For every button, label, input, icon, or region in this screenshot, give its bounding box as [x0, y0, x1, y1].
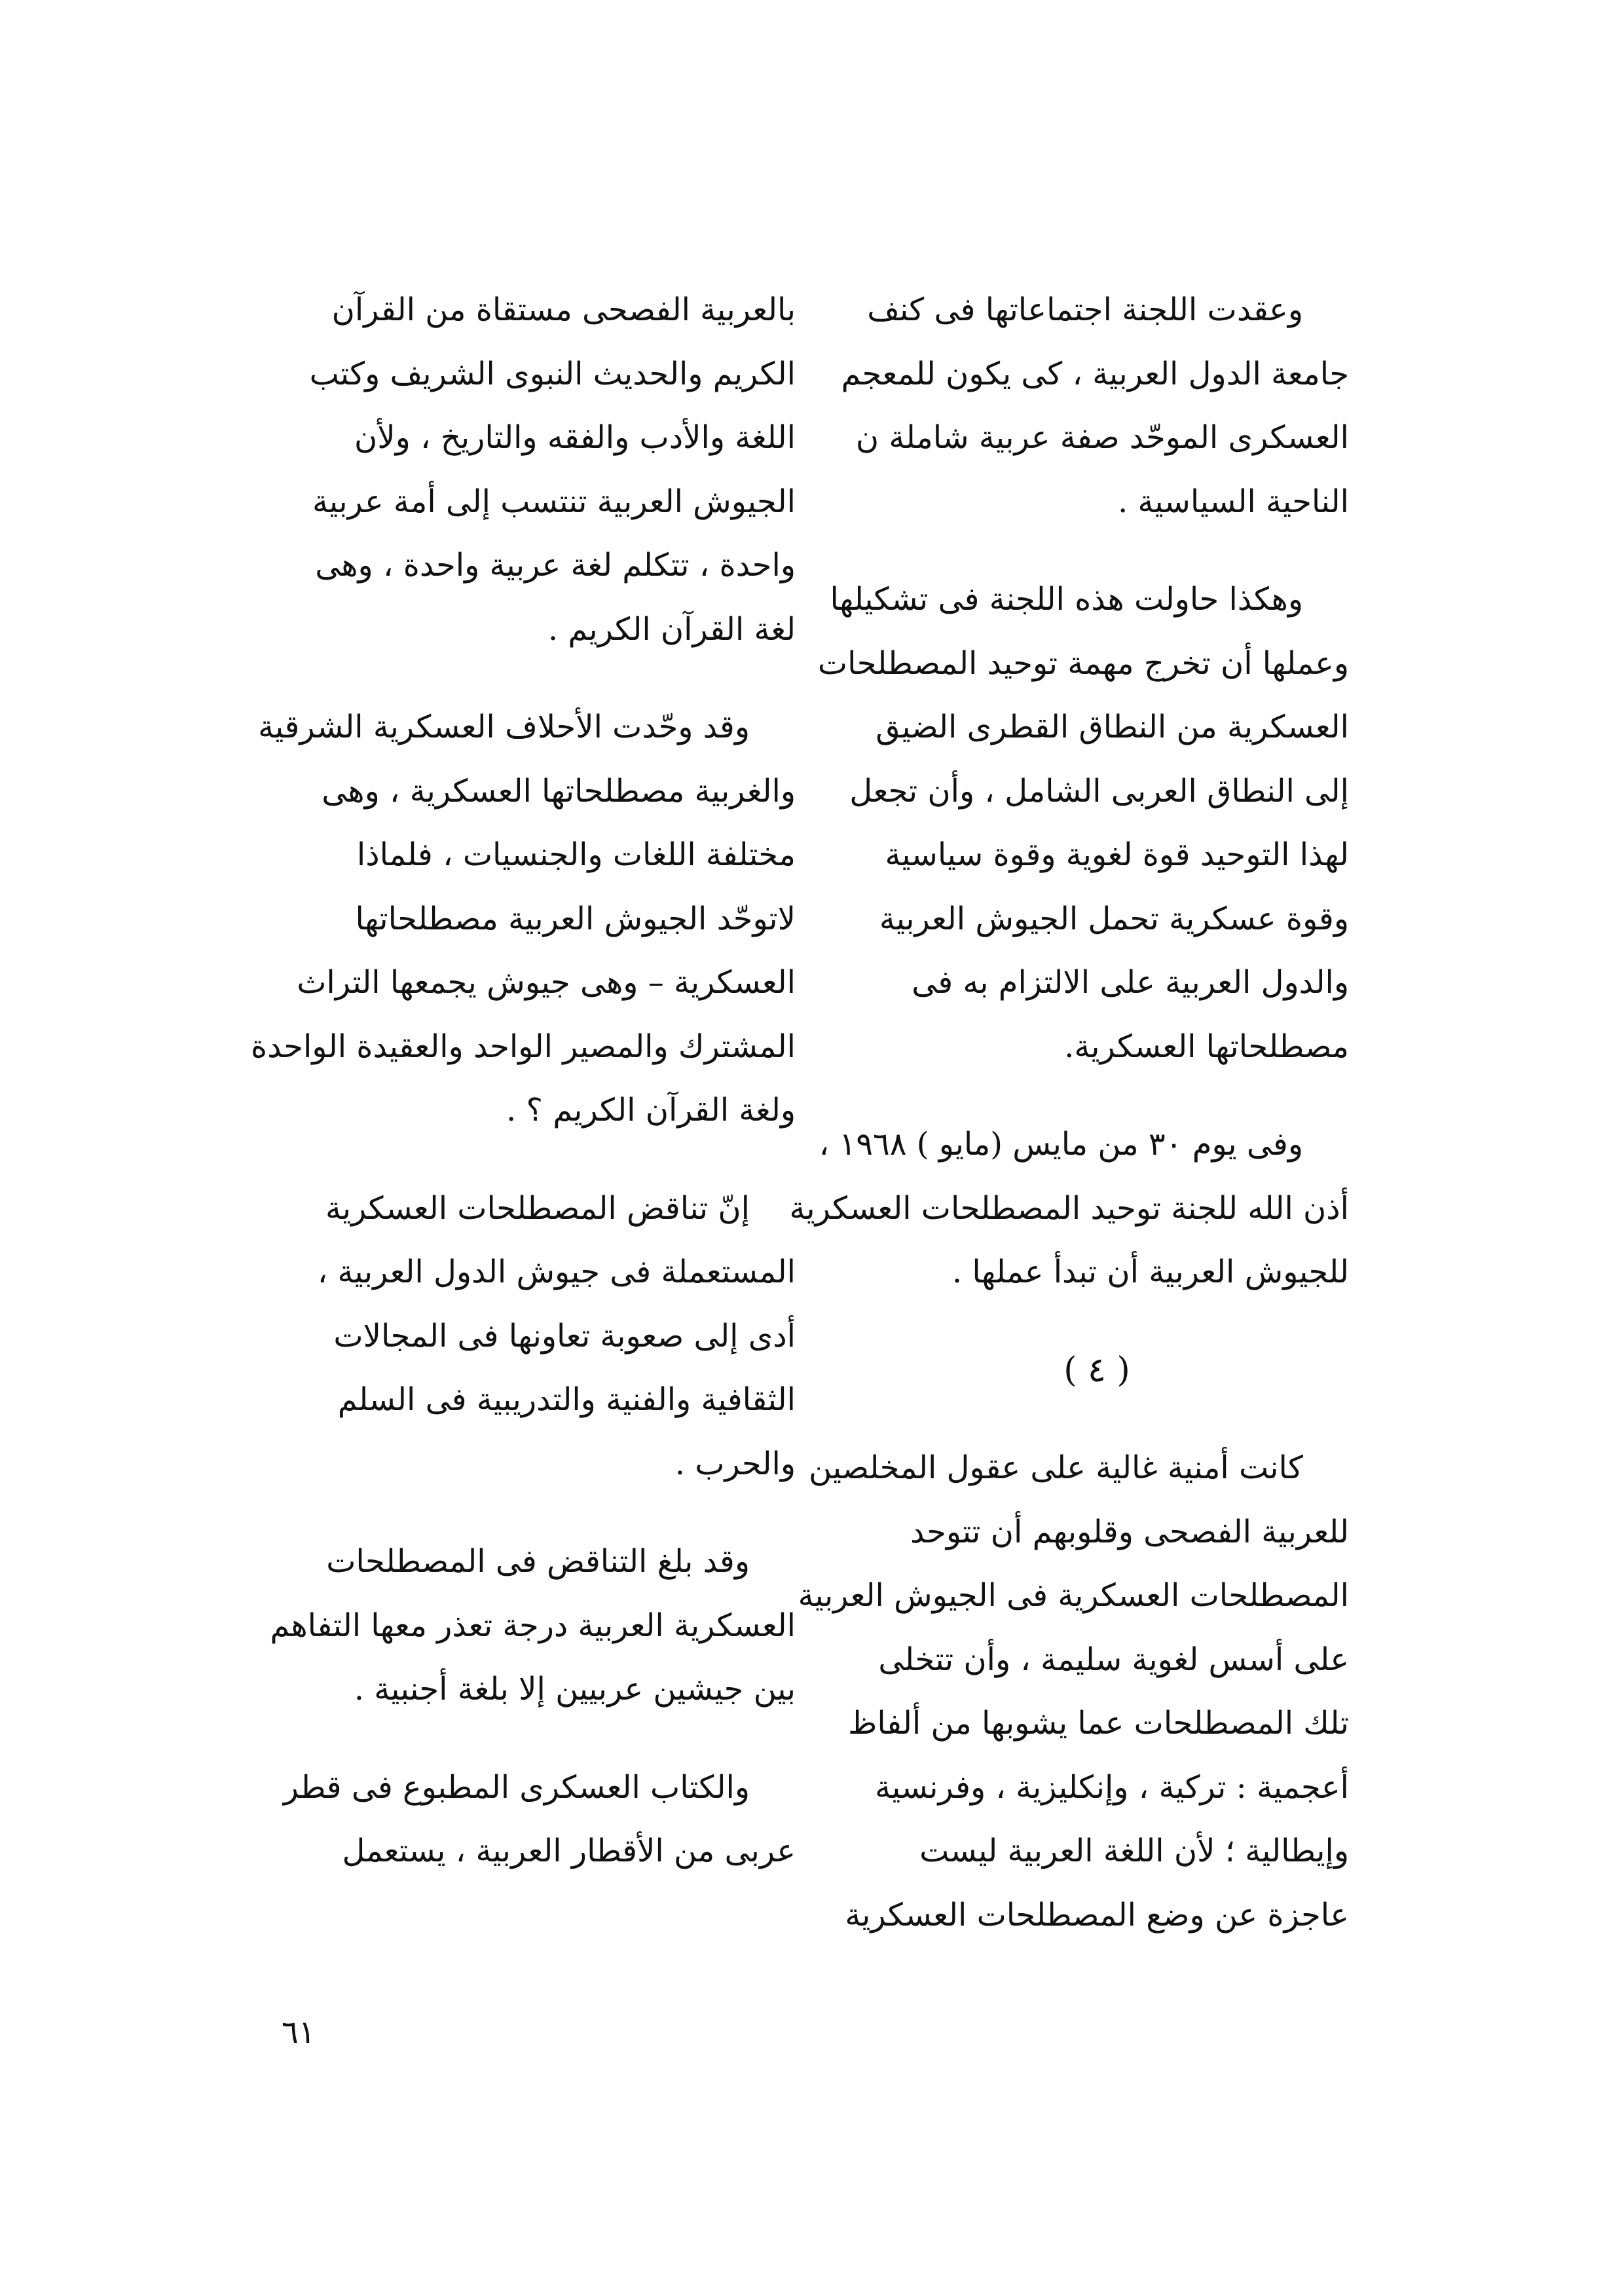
- paragraph: [789, 1113, 1349, 1305]
- text-line: المصطلحات العسكرية فى الجيوش العربية: [798, 1577, 1349, 1614]
- text-line: وعقدت اللجنة اجتماعاتها فى كنف: [867, 291, 1303, 328]
- text-line: العسكرية العربية درجة تعذر معها التفاهم: [270, 1607, 796, 1644]
- paragraph: [817, 568, 1349, 1079]
- text-line: للعربية الفصحى وقلوبهم أن تتوحد: [910, 1513, 1349, 1550]
- paragraph: [798, 1436, 1349, 1947]
- text-line: والكتاب العسكرى المطبوع فى قطر: [283, 1768, 750, 1806]
- text-line: ولغة القرآن الكريم ؟ .: [506, 1092, 796, 1129]
- text-line: واحدة ، تتكلم لغة عربية واحدة ، وهى: [315, 547, 796, 584]
- text-line: لغة القرآن الكريم .: [547, 610, 796, 648]
- text-line: لاتوحّد الجيوش العربية مصطلحاتها: [355, 900, 796, 937]
- text-line: بالعربية الفصحى مستقاة من القرآن: [331, 291, 796, 328]
- text-line: إلى النطاق العربى الشامل ، وأن تجعل: [849, 772, 1349, 810]
- text-line: وإيطالية ؛ لأن اللغة العربية ليست: [919, 1833, 1349, 1869]
- text-line: وقوة عسكرية تحمل الجيوش العربية: [879, 900, 1349, 937]
- text-line: وعملها أن تخرج مهمة توحيد المصطلحات: [817, 644, 1349, 682]
- text-line: والدول العربية على الالتزام به فى: [912, 964, 1349, 1001]
- text-line: إنّ تناقض المصطلحات العسكرية: [325, 1189, 750, 1227]
- page-number: ٦١: [282, 2014, 316, 2051]
- text-line: وهكذا حاولت هذه اللجنة فى تشكيلها: [830, 581, 1303, 618]
- text-line: بين جيشين عربيين إلا بلغة أجنبية .: [354, 1671, 796, 1707]
- text-line: وفى يوم ٣٠ من مايس (مايو ) ١٩٦٨ ،: [819, 1126, 1303, 1163]
- paragraph: [285, 1177, 796, 1497]
- text-line: الكريم والحديث النبوى الشريف وكتب: [309, 355, 796, 392]
- paragraph: [841, 278, 1349, 534]
- paragraph: [285, 1756, 796, 1884]
- text-line: وقد بلغ التناقض فى المصطلحات: [326, 1543, 750, 1580]
- text-line: الثقافية والفنية والتدريبية فى السلم: [337, 1381, 796, 1418]
- text-line: والغربية مصطلحاتها العسكرية ، وهى: [322, 772, 796, 810]
- text-line: المشترك والمصير الواحد والعقيدة الواحدة: [250, 1028, 796, 1065]
- text-line: العسكرية من النطاق القطرى الضيق: [876, 709, 1349, 745]
- text-line: كانت أمنية غالية على عقول المخلصين: [809, 1449, 1303, 1486]
- text-line: المستعملة فى جيوش الدول العربية ،: [317, 1254, 796, 1290]
- text-line: والحرب .: [674, 1445, 796, 1482]
- text-line: على أسس لغوية سليمة ، وأن تتخلى: [878, 1641, 1349, 1678]
- text-line: اللغة والأدب والفقه والتاريخ ، ولأن: [354, 419, 796, 456]
- right-column: [789, 278, 1349, 1981]
- text-line: عاجزة عن وضع المصطلحات العسكرية: [845, 1896, 1349, 1933]
- text-line: مختلفة اللغات والجنسيات ، فلماذا: [356, 836, 796, 873]
- text-line: للجيوش العربية أن تبدأ عملها .: [951, 1254, 1349, 1290]
- text-line: عربى من الأقطار العربية ، يستعمل: [342, 1833, 796, 1869]
- left-column: [250, 278, 796, 1918]
- text-line: أذن الله للجنة توحيد المصطلحات العسكرية: [789, 1189, 1349, 1227]
- paragraph: [250, 696, 796, 1143]
- paragraph: [285, 278, 796, 662]
- text-line: تلك المصطلحات عما يشوبها من ألفاظ: [848, 1705, 1349, 1742]
- text-line: وقد وحّدت الأحلاف العسكرية الشرقية: [258, 709, 750, 745]
- text-line: العسكرية – وهى جيوش يجمعها التراث: [297, 964, 796, 1001]
- paragraph: [270, 1530, 796, 1722]
- text-line: العسكرى الموحّد صفة عربية شاملة ن: [855, 419, 1349, 456]
- section-heading: ( ٤ ): [1063, 1350, 1130, 1390]
- text-line: الناحية السياسية .: [1117, 483, 1349, 520]
- text-line: الجيوش العربية تنتسب إلى أمة عربية: [312, 483, 796, 520]
- text-line: جامعة الدول العربية ، كى يكون للمعجم: [841, 355, 1349, 392]
- text-line: مصطلحاتها العسكرية.: [1064, 1028, 1349, 1065]
- text-line: أدى إلى صعوبة تعاونها فى المجالات: [333, 1317, 796, 1354]
- text-line: أعجمية : تركية ، وإنكليزية ، وفرنسية: [875, 1768, 1349, 1806]
- text-line: لهذا التوحيد قوة لغوية وقوة سياسية: [885, 836, 1349, 873]
